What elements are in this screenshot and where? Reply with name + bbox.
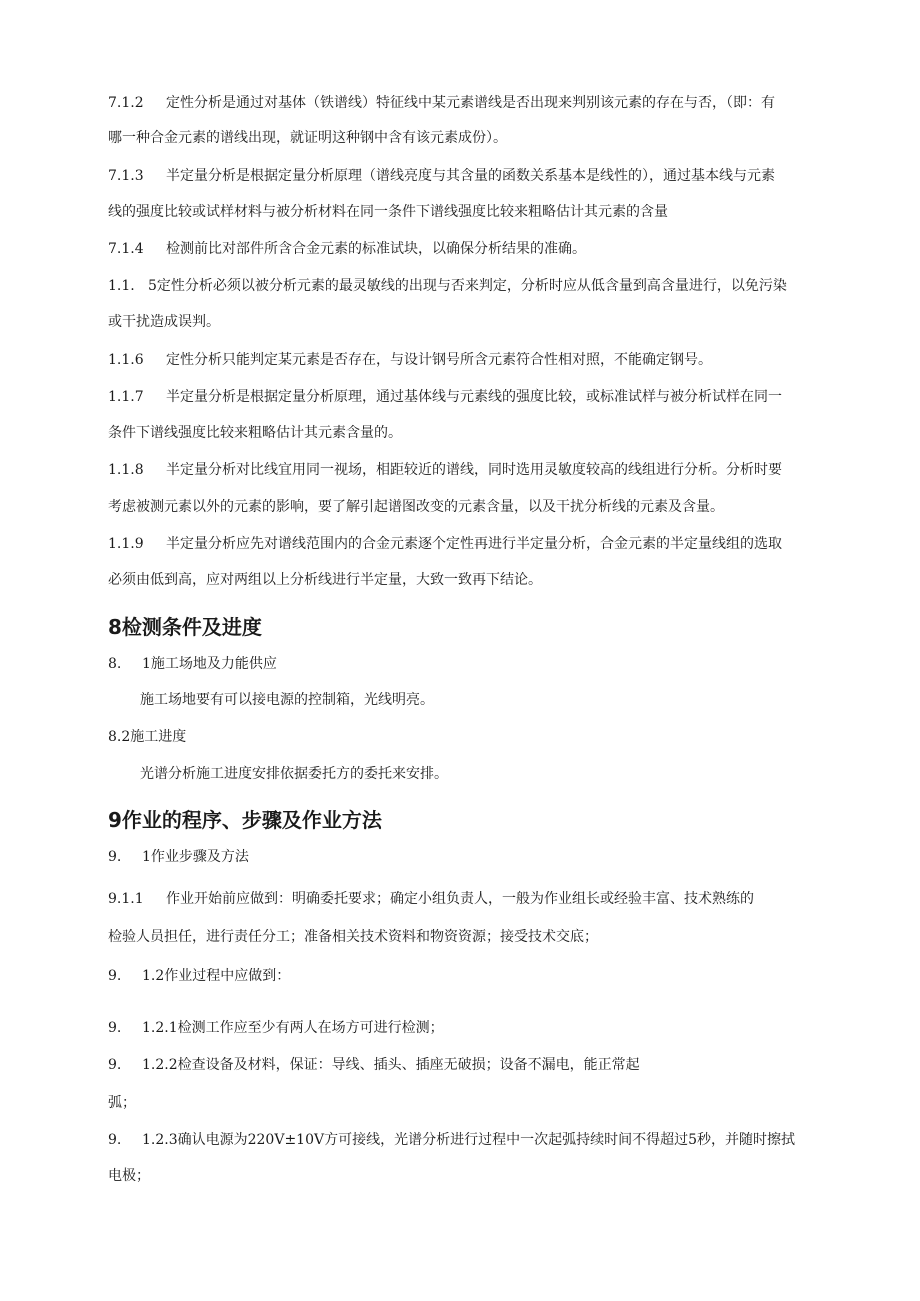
paragraph-line: 哪一种合金元素的谱线出现，就证明这种钢中含有该元素成份）。 xyxy=(108,130,507,146)
paragraph-text: 半定量分析是根据定量分析原理（谱线亮度与其含量的函数关系基本是线性的），通过基本线与元素 xyxy=(166,168,775,184)
clause-number: 1.1. xyxy=(108,278,135,294)
paragraph-text: 作业开始前应做到：明确委托要求；确定小组负责人，一般为作业组长或经验丰富、技术熟练的 xyxy=(166,891,754,907)
paragraph-line: 检验人员担任，进行责任分工；准备相关技术资料和物资资源；接受技术交底； xyxy=(108,929,598,945)
subsection-title: 1施工场地及力能供应 xyxy=(142,656,277,672)
subsection-title: 1作业步骤及方法 xyxy=(142,849,249,865)
paragraph-text: 半定量分析应先对谱线范围内的合金元素逐个定性再进行半定量分析，合金元素的半定量线组的选取 xyxy=(166,536,782,552)
paragraph-line: 弧； xyxy=(108,1095,136,1111)
subsection-title: 1.2作业过程中应做到： xyxy=(142,968,291,984)
section-9-heading: 9作业的程序、步骤及作业方法 xyxy=(108,808,382,832)
clause-number: 9. xyxy=(108,849,122,865)
paragraph-text: 检测前比对部件所含合金元素的标准试块，以确保分析结果的准确。 xyxy=(166,241,586,257)
paragraph-7-1-3 xyxy=(108,166,775,186)
paragraph-1-1-5 xyxy=(108,276,787,296)
paragraph-line: 或干扰造成误判。 xyxy=(108,314,220,330)
clause-number: 1.1.7 xyxy=(108,389,144,405)
paragraph-line: 线的强度比较或试样材料与被分析材料在同一条件下谱线强度比较来粗略估计其元素的含量 xyxy=(108,204,668,220)
paragraph-line: 电极； xyxy=(108,1168,150,1184)
paragraph-text: 半定量分析对比线宜用同一视场，相距较近的谱线，同时选用灵敏度较高的线组进行分析。分析时要 xyxy=(166,462,782,478)
paragraph-1-1-9 xyxy=(108,534,782,554)
subsection-9-1-2 xyxy=(108,966,290,986)
clause-number: 7.1.4 xyxy=(108,241,144,257)
paragraph-1-1-6 xyxy=(108,350,712,370)
paragraph-text: 半定量分析是根据定量分析原理，通过基体线与元素线的强度比较，或标准试样与被分析试样在同一 xyxy=(166,389,782,405)
clause-number: 1.1.9 xyxy=(108,536,144,552)
clause-number: 1.1.8 xyxy=(108,462,144,478)
subsection-8-2: 8.2施工进度 xyxy=(108,729,187,745)
item-9-1-2-3 xyxy=(108,1130,795,1150)
clause-number: 9. xyxy=(108,968,122,984)
clause-number: 8. xyxy=(108,656,122,672)
clause-number: 7.1.2 xyxy=(108,95,144,111)
clause-number: 9.1.1 xyxy=(108,891,144,907)
clause-number: 9. xyxy=(108,1057,122,1073)
paragraph-1-1-7 xyxy=(108,387,782,407)
subsection-9-1 xyxy=(108,847,249,867)
subsection-8-1 xyxy=(108,654,277,674)
clause-number: 7.1.3 xyxy=(108,168,144,184)
clause-number: 9. xyxy=(108,1020,122,1036)
paragraph-text: 5定性分析必须以被分析元素的最灵敏线的出现与否来判定，分析时应从低含量到高含量进行，以免污染 xyxy=(148,278,787,294)
item-9-1-2-1 xyxy=(108,1018,444,1038)
paragraph-line: 条件下谱线强度比较来粗略估计其元素含量的。 xyxy=(108,425,402,441)
paragraph-9-1-1 xyxy=(108,889,754,909)
paragraph-7-1-4 xyxy=(108,239,586,259)
item-text: 1.2.2检查设备及材料，保证：导线、插头、插座无破损；设备不漏电，能正常起 xyxy=(142,1057,640,1073)
paragraph-line: 必须由低到高，应对两组以上分析线进行半定量，大致一致再下结论。 xyxy=(108,572,542,588)
paragraph-line: 光谱分析施工进度安排依据委托方的委托来安排。 xyxy=(140,766,448,782)
paragraph-1-1-8 xyxy=(108,460,782,480)
paragraph-text: 定性分析是通过对基体（铁谱线）特征线中某元素谱线是否出现来判别该元素的存在与否，（即：有 xyxy=(166,95,775,111)
paragraph-line: 施工场地要有可以接电源的控制箱，光线明亮。 xyxy=(140,692,434,708)
item-text: 1.2.3确认电源为220V±10V方可接线，光谱分析进行过程中一次起弧持续时间不得超过5秒，并随时擦拭 xyxy=(142,1132,796,1148)
paragraph-line: 考虑被测元素以外的元素的影响，要了解引起谱图改变的元素含量，以及干扰分析线的元素及含量。 xyxy=(108,499,724,515)
paragraph-7-1-2 xyxy=(108,93,775,113)
paragraph-text: 定性分析只能判定某元素是否存在，与设计钢号所含元素符合性相对照，不能确定钢号。 xyxy=(166,352,712,368)
clause-number: 1.1.6 xyxy=(108,352,144,368)
section-8-heading: 8检测条件及进度 xyxy=(108,615,262,639)
clause-number: 9. xyxy=(108,1132,122,1148)
item-text: 1.2.1检测工作应至少有两人在场方可进行检测； xyxy=(142,1020,444,1036)
item-9-1-2-2 xyxy=(108,1055,640,1075)
